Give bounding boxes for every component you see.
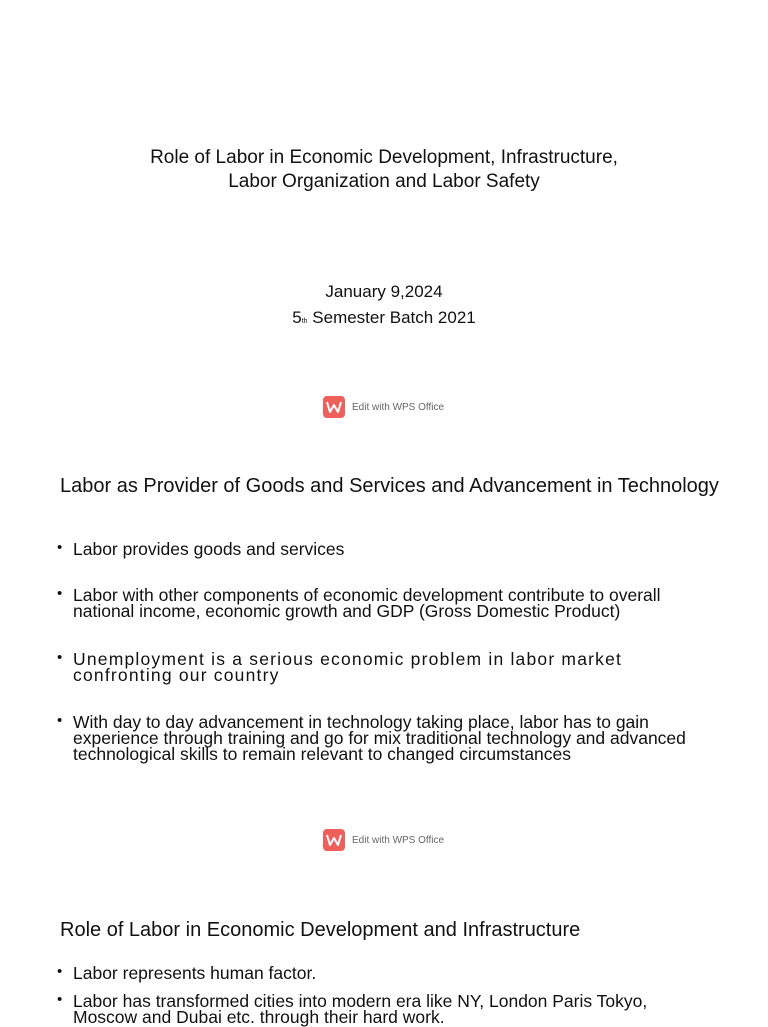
cover-date: January 9,2024 [325, 282, 443, 301]
list-item: • Labor represents human factor. [55, 965, 710, 981]
list-item: • Labor has transformed cities into modern era like NY, London Paris Tokyo, Moscow and Dubai etc. through their hard work. [55, 993, 710, 1025]
wps-watermark[interactable] [323, 829, 444, 851]
list-item: • Labor with other components of economic development contribute to overall national income, economic growth and GDP (Gross Domestic Product) [55, 587, 710, 619]
semester-superscript: th [301, 318, 308, 325]
section-2-bullets [55, 965, 710, 1025]
wps-watermark[interactable] [323, 396, 444, 418]
wps-logo-icon [323, 829, 345, 851]
cover-title-line-1: Role of Labor in Economic Development, Infrastructure, [150, 147, 618, 168]
section-1-title: Labor as Provider of Goods and Services and Advancement in Technology [60, 475, 719, 497]
cover-title-line-2: Labor Organization and Labor Safety [228, 171, 540, 192]
cover-semester [0, 305, 768, 335]
wps-watermark-text: Edit with WPS Office [352, 401, 445, 413]
semester-label: Semester Batch 2021 [307, 308, 476, 327]
section-1-bullets [55, 541, 710, 762]
list-item: • Unemployment is a serious economic problem in labor market confronting our country [55, 651, 710, 683]
section-2-title: Role of Labor in Economic Development and Infrastructure [60, 919, 581, 941]
list-item: • With day to day advancement in technology taking place, labor has to gain experience through training and go for mix traditional technology and advanced technological skills to remain relevant to changed circumstances [55, 714, 710, 762]
cover-meta [0, 279, 768, 335]
wps-watermark-text: Edit with WPS Office [352, 834, 445, 846]
list-item: • Labor provides goods and services [55, 541, 710, 557]
cover-title [0, 146, 768, 194]
wps-logo-icon [323, 396, 345, 418]
semester-number: 5 [292, 308, 302, 327]
